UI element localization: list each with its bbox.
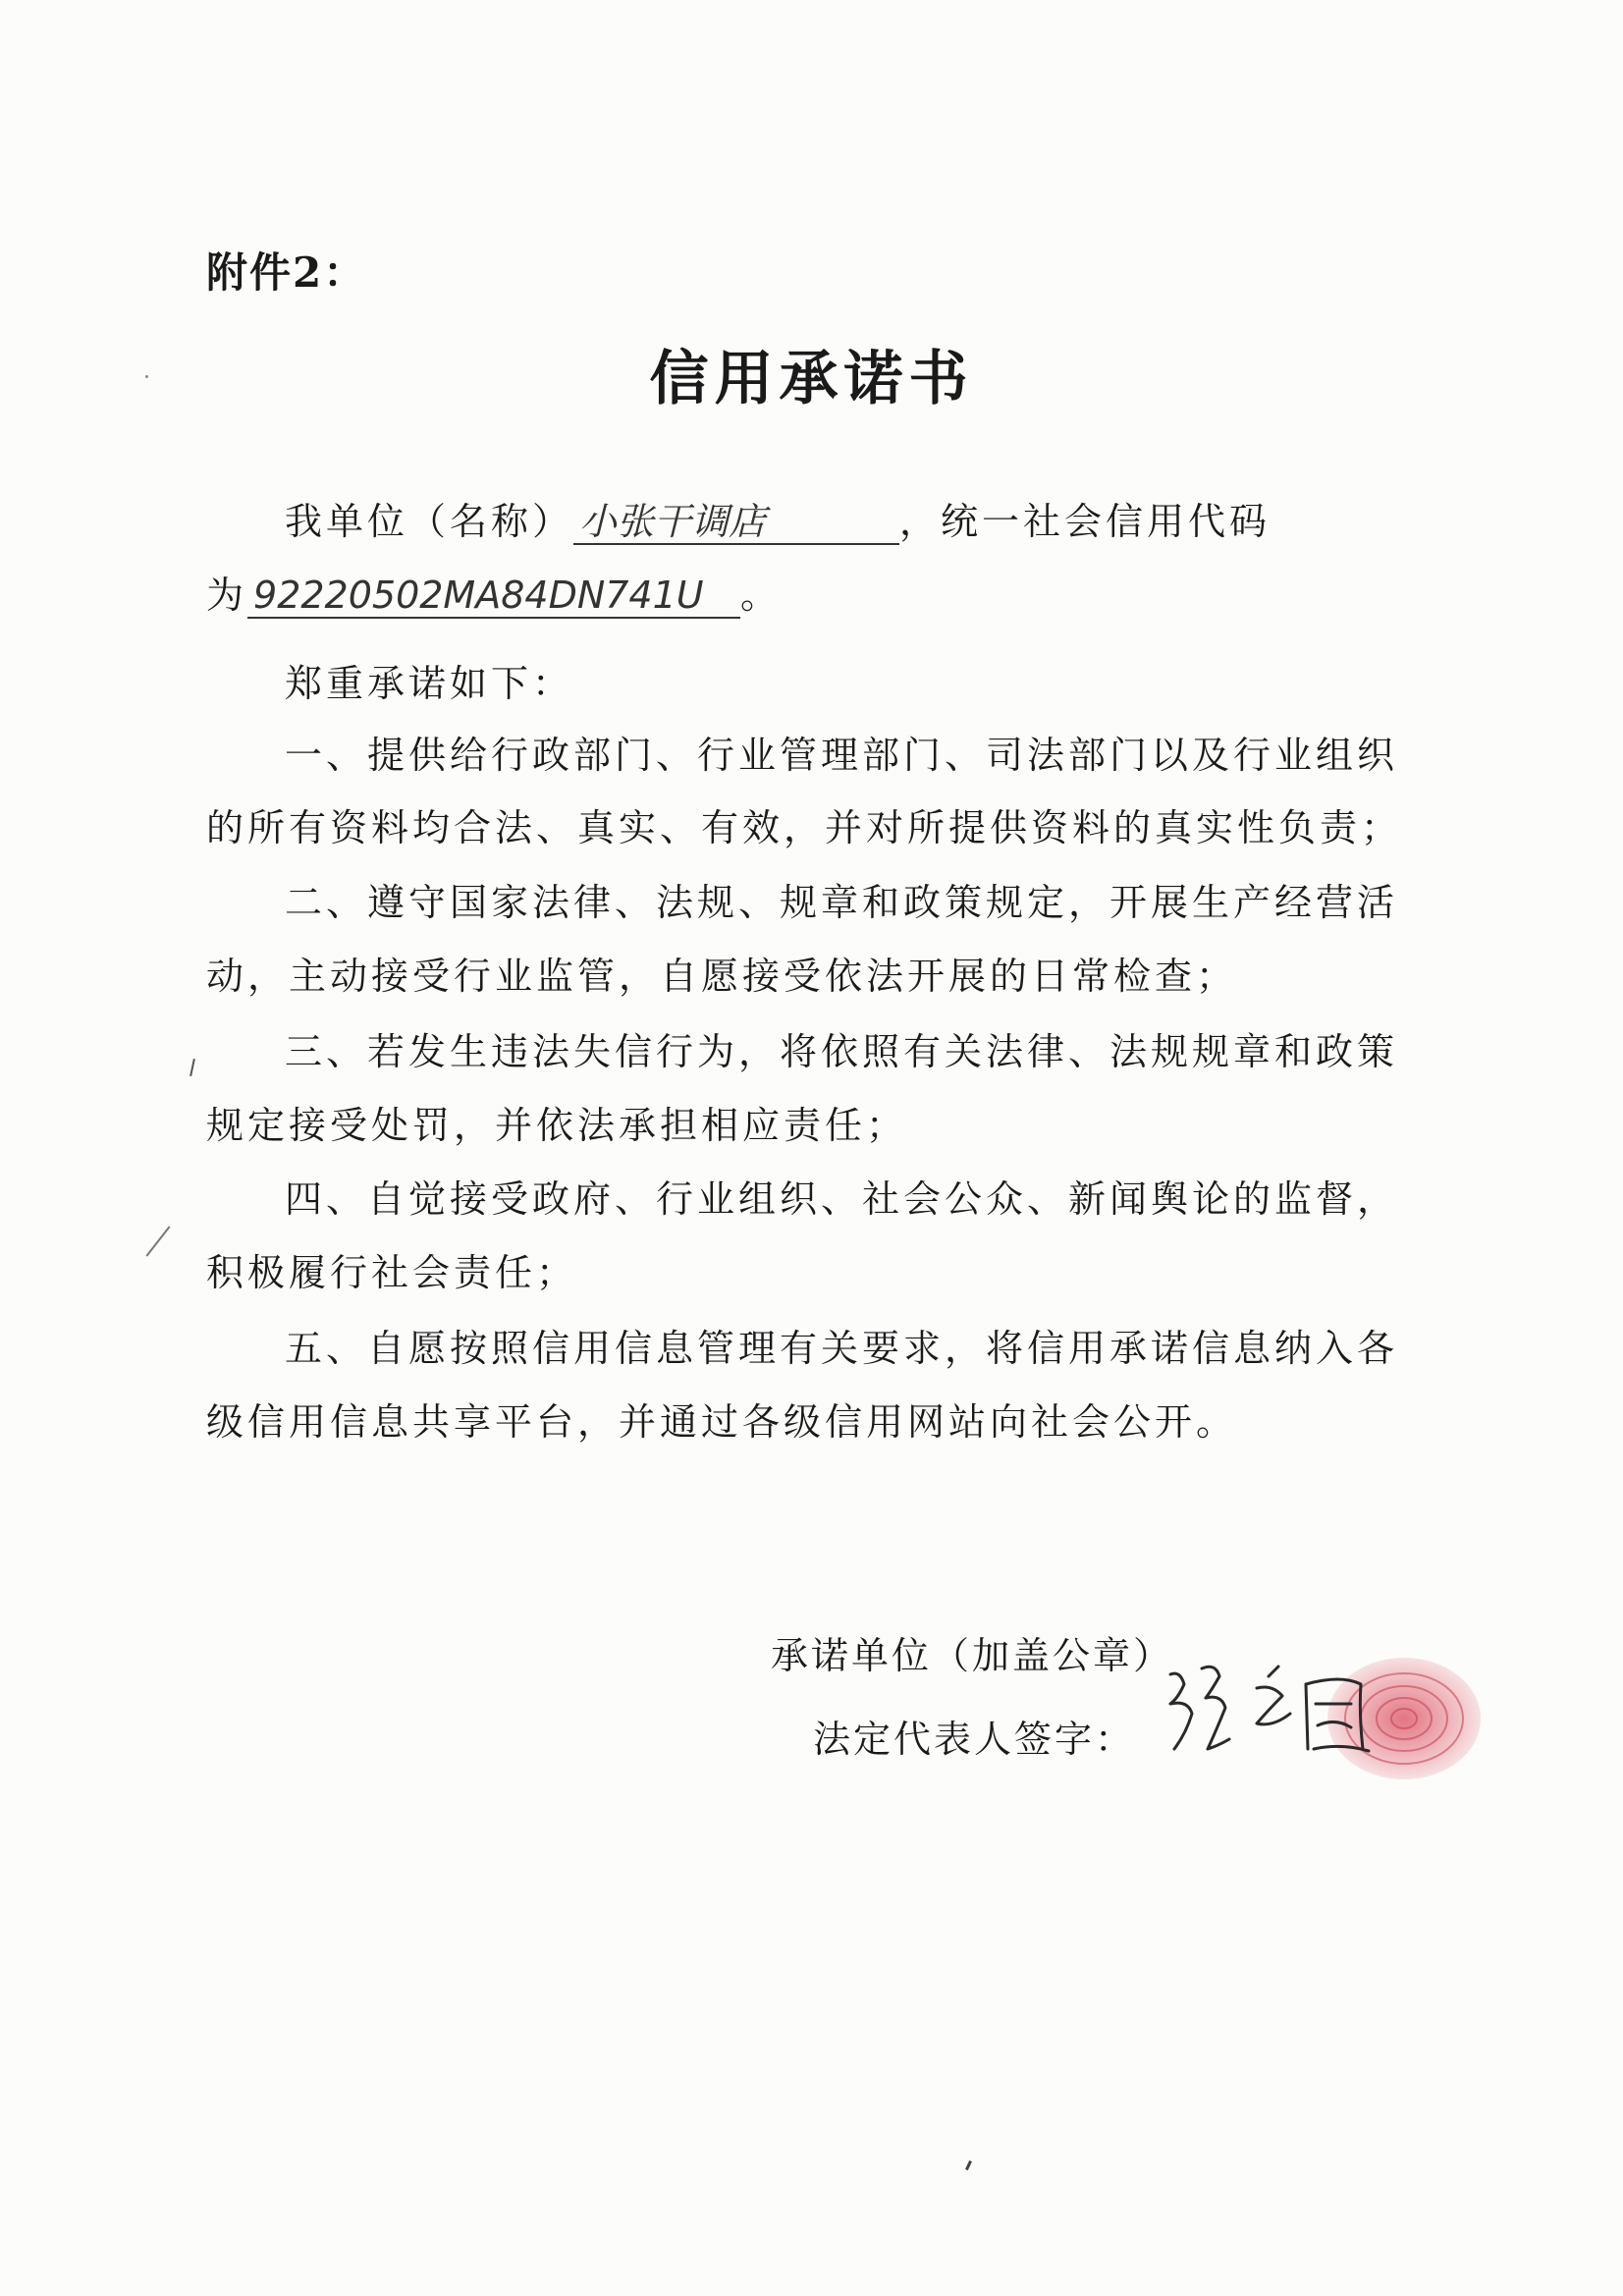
signature-with-fingerprint [1159,1655,1492,1802]
paragraph-5-line-2: 级信用信息共享平台，并通过各级信用网站向社会公开。 [206,1400,1238,1444]
fingerprint-mark [1327,1658,1481,1779]
committing-unit-label: 承诺单位（加盖公章） [771,1634,1174,1677]
scan-mark [189,1059,195,1076]
scan-mark [146,1226,171,1256]
code-lead: 为 [206,574,248,617]
credit-code-field: 92220502MA84DN741U [247,574,740,619]
scan-speck [145,375,148,378]
code-suffix: 。 [740,574,783,617]
paragraph-2-line-2: 动，主动接受行业监管，自愿接受依法开展的日常检查； [206,955,1238,998]
paragraph-4-line-1: 四、自觉接受政府、行业组织、社会公众、新闻舆论的监督， [285,1177,1399,1221]
paragraph-3-line-1: 三、若发生违法失信行为，将依照有关法律、法规规章和政策 [285,1030,1399,1073]
code-prefix: ，统一社会信用代码 [899,500,1271,543]
solemn-line: 郑重承诺如下： [285,662,574,705]
document-title: 信用承诺书 [649,345,974,413]
paragraph-5-line-1: 五、自愿按照信用信息管理有关要求，将信用承诺信息纳入各 [285,1327,1399,1370]
scan-mark [965,2160,972,2170]
unit-prefix: 我单位（名称） [285,500,574,543]
paragraph-2-line-1: 二、遵守国家法律、法规、规章和政策规定，开展生产经营活 [285,881,1399,924]
attachment-label: 附件2： [206,248,367,297]
intro-line-1 [285,491,1271,545]
paragraph-4-line-2: 积极履行社会责任； [206,1251,578,1294]
intro-line-2 [206,565,782,619]
paragraph-1-line-1: 一、提供给行政部门、行业管理部门、司法部门以及行业组织 [285,734,1399,777]
paragraph-1-line-2: 的所有资料均合法、真实、有效，并对所提供资料的真实性负责； [206,806,1403,849]
unit-name-field: 小张干调店 [573,500,899,545]
legal-rep-label: 法定代表人签字： [813,1718,1136,1761]
paragraph-3-line-2: 规定接受处罚，并依法承担相应责任； [206,1104,908,1147]
